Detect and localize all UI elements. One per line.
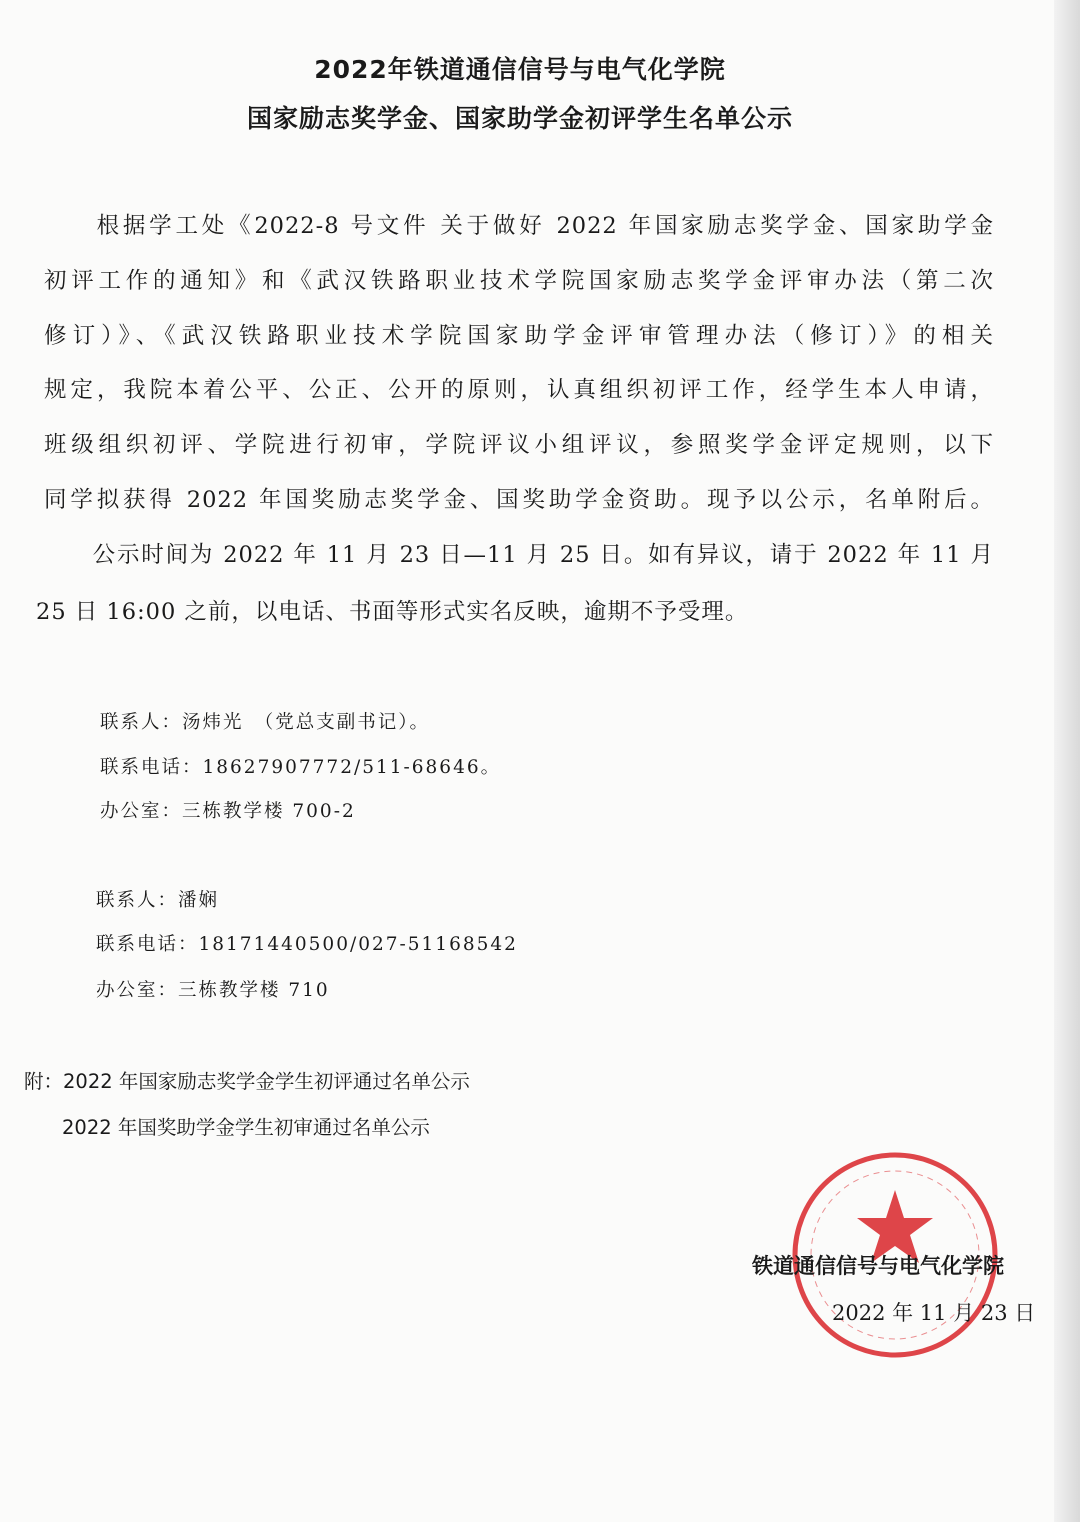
body-line: 规定，我院本着公平、公正、公开的原则，认真组织初评工作，经学生本人申请，: [44, 377, 994, 403]
contact-phone: 联系电话：18171440500/027-51168542: [96, 934, 518, 955]
signature-org: 铁道通信信号与电气化学院: [752, 1254, 1004, 1278]
body-line: 修订）》、《武汉铁路职业技术学院国家助学金评审管理办法（修订）》的相关: [44, 323, 994, 349]
contact-person: 联系人：汤炜光 （党总支副书记）。: [100, 712, 431, 733]
signature-date: 2022 年 11 月 23 日: [832, 1301, 1036, 1325]
contact-office: 办公室：三栋教学楼 710: [96, 980, 330, 1001]
body-line: 初评工作的通知》和《武汉铁路职业技术学院国家励志奖学金评审办法（第二次: [44, 268, 994, 294]
contact-office: 办公室：三栋教学楼 700-2: [100, 801, 356, 822]
body-line: 班级组织初评、学院进行初审，学院评议小组评议，参照奖学金评定规则，以下: [44, 432, 994, 458]
contact-person: 联系人：潘娴: [96, 890, 220, 911]
scan-edge: [1054, 0, 1080, 1522]
contact-phone: 联系电话：18627907772/511-68646。: [100, 757, 502, 778]
document-title: 2022年铁道通信信号与电气化学院: [314, 55, 726, 84]
attachment-line: 2022 年国奖助学金学生初审通过名单公示: [62, 1116, 430, 1139]
body-line: 同学拟获得 2022 年国奖励志奖学金、国奖助学金资助。现予以公示，名单附后。: [44, 487, 994, 513]
body-line: 公示时间为 2022 年 11 月 23 日—11 月 25 日。如有异议，请于 2022 年 11 月: [44, 542, 994, 568]
body-line: 25 日 16:00 之前，以电话、书面等形式实名反映，逾期不予受理。: [36, 599, 749, 625]
body-line: 根据学工处《2022-8 号文件 关于做好 2022 年国家励志奖学金、国家助学金: [44, 213, 994, 239]
attachment-line: 附：2022 年国家励志奖学金学生初评通过名单公示: [24, 1070, 470, 1093]
document-subtitle: 国家励志奖学金、国家助学金初评学生名单公示: [246, 104, 793, 133]
